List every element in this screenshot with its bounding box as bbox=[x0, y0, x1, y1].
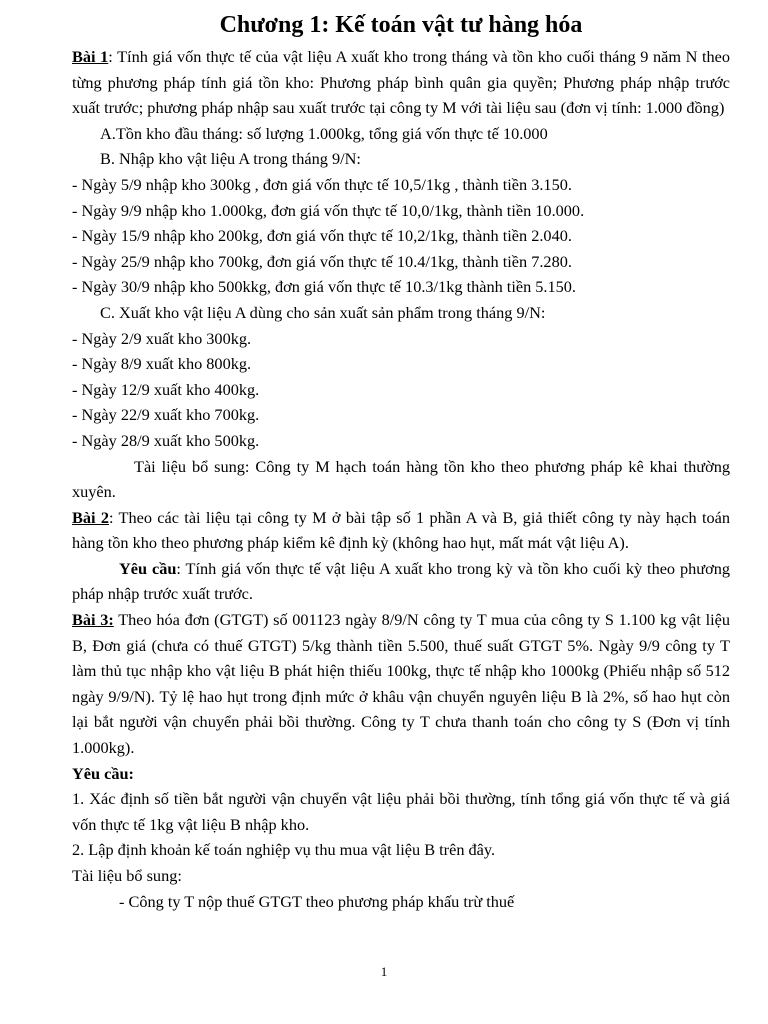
bai2-requirement bbox=[72, 556, 730, 607]
bai3-supplement-label: Tài liệu bổ sung: bbox=[72, 866, 182, 885]
list-item: - Ngày 5/9 nhập kho 300kg , đơn giá vốn thực tế 10,5/1kg , thành tiền 3.150. bbox=[72, 174, 572, 194]
list-item: - Ngày 12/9 xuất kho 400kg. bbox=[72, 379, 260, 399]
bai1-import-list bbox=[72, 172, 730, 300]
bai3-req-2: 2. Lập định khoản kế toán nghiệp vụ thu mua vật liệu B trên đây. bbox=[72, 840, 496, 860]
bai3-label: Bài 3: bbox=[72, 610, 114, 630]
list-item: - Ngày 28/9 xuất kho 500kg. bbox=[72, 430, 260, 450]
list-item: - Ngày 15/9 nhập kho 200kg, đơn giá vốn thực tế 10,2/1kg, thành tiền 2.040. bbox=[72, 226, 572, 246]
page-number: 1 bbox=[380, 964, 388, 979]
bai1-intro bbox=[72, 44, 730, 121]
list-item: - Ngày 2/9 xuất kho 300kg. bbox=[72, 328, 252, 348]
bai1-intro-text: : Tính giá vốn thực tế của vật liệu A xuất kho trong tháng và tồn kho cuối tháng 9 năm N theo từng phương pháp tính giá tồn kho: Phương pháp bình quân gia quyền; Phương pháp nhập trước xuất trước; phương pháp nhập sau xuất trước tại công ty M với tài liệu sau (đơn vị tính: 1.000 đồng) bbox=[72, 47, 730, 118]
bai1-supplement: Tài liệu bổ sung: Công ty M hạch toán hàng tồn kho theo phương pháp kê khai thường xuyên. bbox=[72, 456, 730, 502]
bai2-req-text: : Tính giá vốn thực tế vật liệu A xuất kho trong kỳ và tồn kho cuối kỳ theo phương pháp nhập trước xuất trước. bbox=[72, 558, 730, 604]
list-item: - Ngày 25/9 nhập kho 700kg, đơn giá vốn thực tế 10.4/1kg, thành tiền 7.280. bbox=[72, 251, 572, 271]
bai3-supplement-item: - Công ty T nộp thuế GTGT theo phương pháp khấu trừ thuế bbox=[119, 891, 515, 911]
list-item: - Ngày 22/9 xuất kho 700kg. bbox=[72, 405, 260, 425]
bai1-section-c: C. Xuất kho vật liệu A dùng cho sản xuất sản phẩm trong tháng 9/N: bbox=[100, 302, 546, 322]
chapter-title: Chương 1: Kế toán vật tư hàng hóa bbox=[219, 12, 583, 38]
list-item: - Ngày 8/9 xuất kho 800kg. bbox=[72, 354, 252, 374]
bai2-label: Bài 2 bbox=[72, 507, 109, 527]
list-item: - Ngày 9/9 nhập kho 1.000kg, đơn giá vốn thực tế 10,0/1kg, thành tiền 10.000. bbox=[72, 200, 585, 220]
bai1-section-b: B. Nhập kho vật liệu A trong tháng 9/N: bbox=[100, 149, 361, 169]
bai3-text: Theo hóa đơn (GTGT) số 001123 ngày 8/9/N công ty T mua của công ty S 1.100 kg vật liệu B, Đơn giá (chưa có thuế GTGT) 5/kg thành tiền 5.500, thuế suất GTGT 5%. Ngày 9/9 công ty T làm thủ tục nhập kho vật liệu B phát hiện thiếu 100kg, thực tế nhập kho 1000kg (Phiếu nhập số 512 ngày 9/9/N). Tỷ lệ hao hụt trong định mức ở khâu vận chuyển nguyên liệu B là 2%, số hao hụt còn lại bắt người vận chuyển phải bồi thường. Công ty T chưa thanh toán cho công ty S (Đơn vị tính 1.000kg). bbox=[72, 610, 730, 758]
bai3-paragraph bbox=[72, 607, 730, 761]
document-page bbox=[72, 10, 730, 914]
bai1-export-list bbox=[72, 326, 730, 454]
bai3-req-1: 1. Xác định số tiền bắt người vận chuyển vật liệu phải bồi thường, tính tổng giá vốn thực tế và giá vốn thực tế 1kg vật liệu B nhập kho. bbox=[72, 789, 730, 834]
bai2-paragraph bbox=[72, 505, 730, 556]
bai3-req-label: Yêu cầu: bbox=[72, 763, 134, 783]
bai1-label: Bài 1 bbox=[72, 47, 109, 66]
bai2-req-label: Yêu cầu bbox=[119, 558, 177, 578]
bai2-text: : Theo các tài liệu tại công ty M ở bài tập số 1 phần A và B, giả thiết công ty này hạch toán hàng tồn kho theo phương pháp kiểm kê định kỳ (không hao hụt, mất mát vật liệu A). bbox=[72, 507, 730, 553]
bai1-section-a: A.Tồn kho đầu tháng: số lượng 1.000kg, tổng giá vốn thực tế 10.000 bbox=[100, 123, 548, 143]
list-item: - Ngày 30/9 nhập kho 500kkg, đơn giá vốn thực tế 10.3/1kg thành tiền 5.150. bbox=[72, 277, 576, 297]
